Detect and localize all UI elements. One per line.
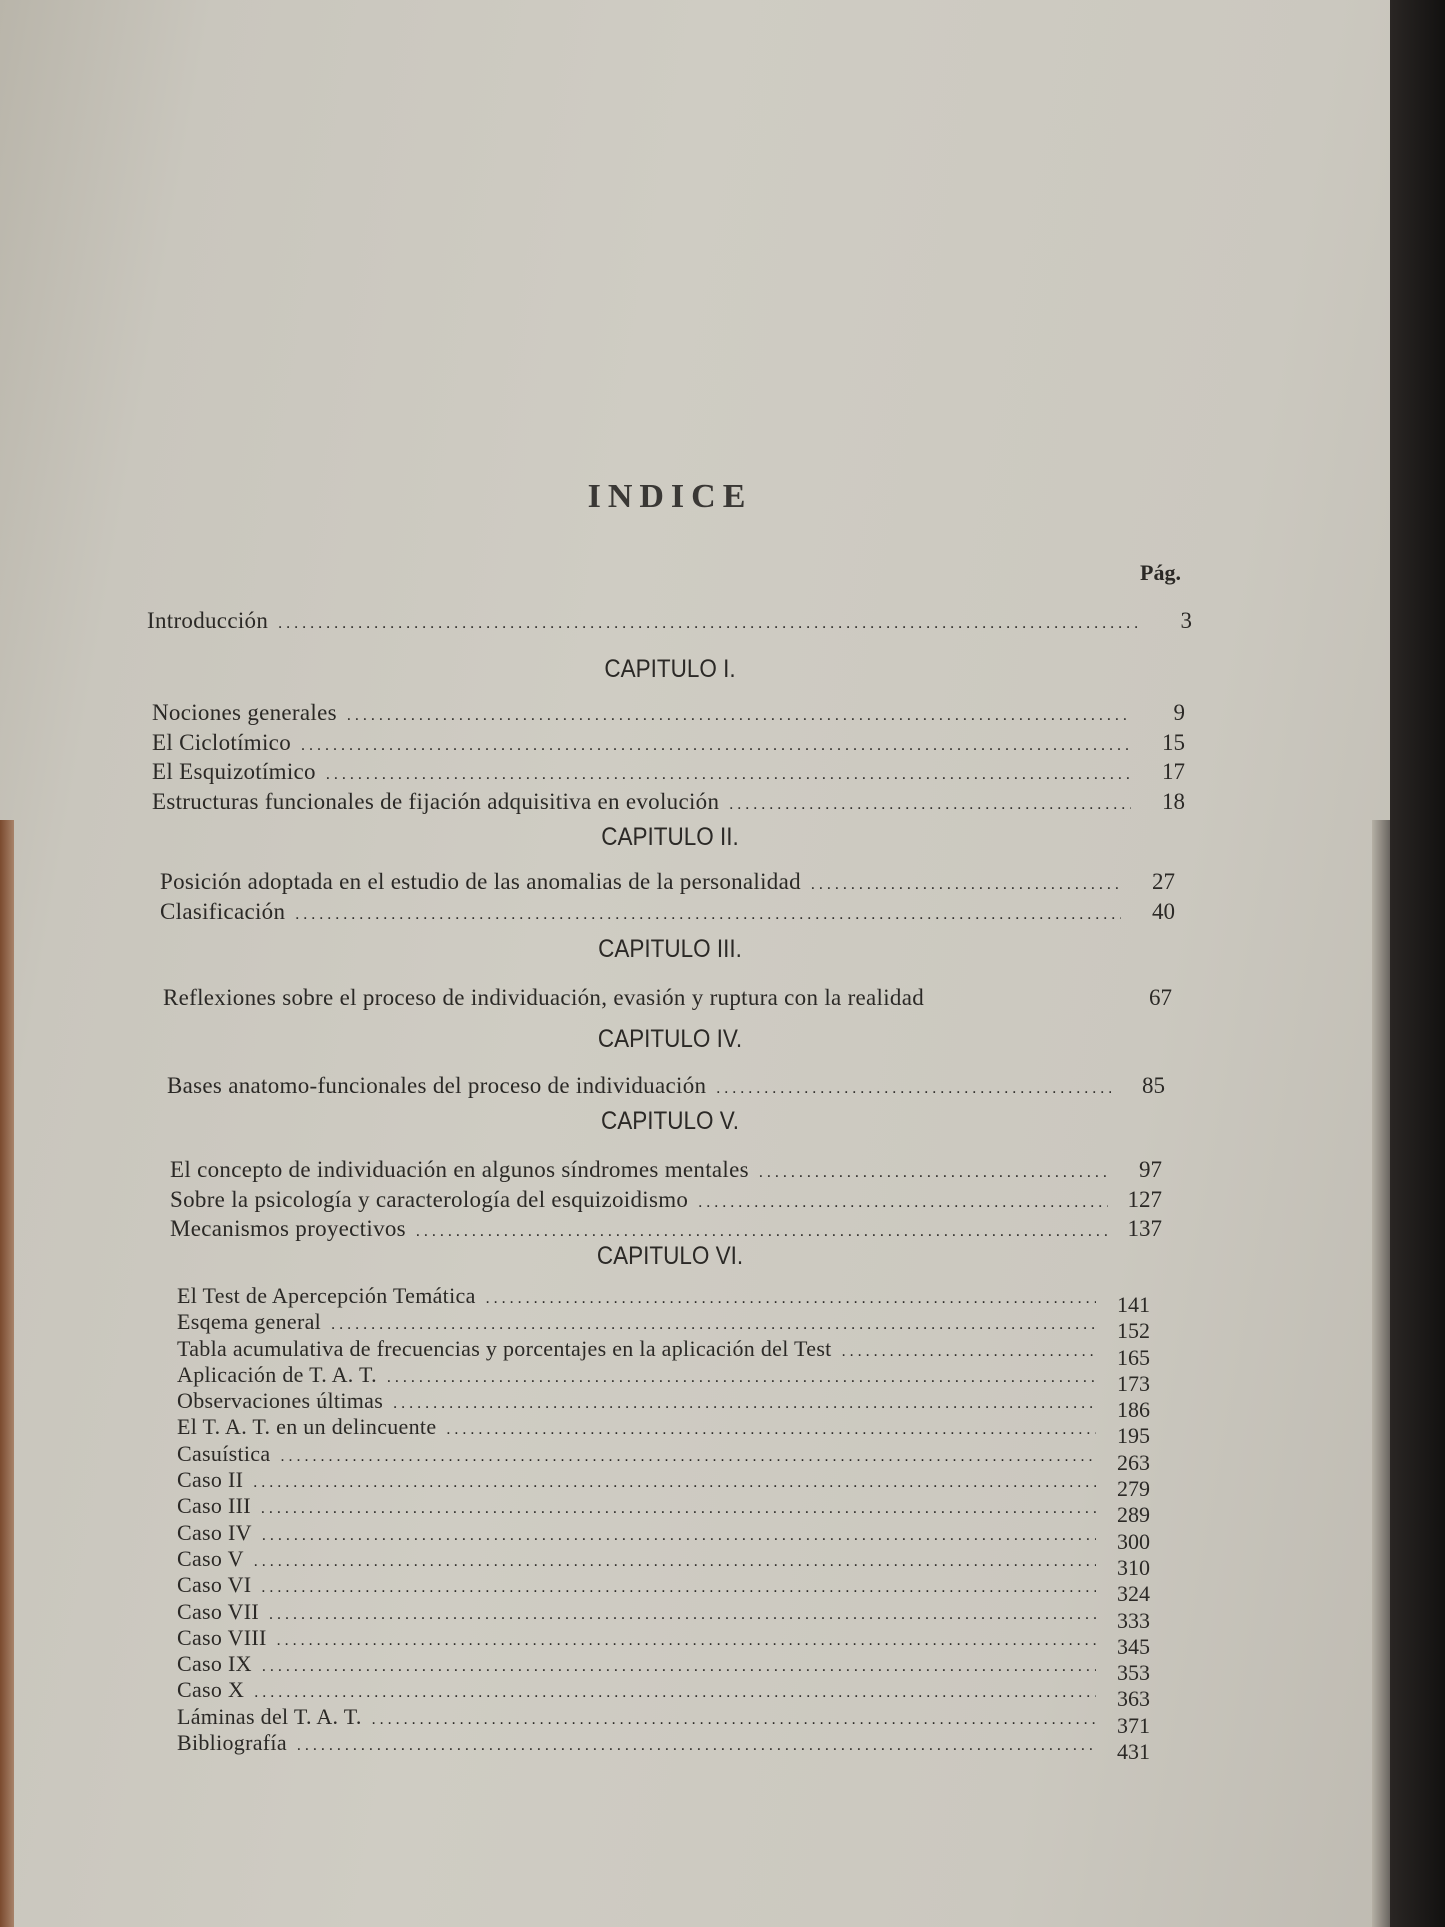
- toc-entry: [177, 1283, 1150, 1317]
- dot-leader: [698, 1190, 1108, 1217]
- entry-title: Caso II: [177, 1467, 244, 1493]
- entry-page-number: 141: [1117, 1292, 1150, 1317]
- entry-title: Bibliografía: [177, 1730, 287, 1756]
- toc-section: [177, 1283, 1150, 1765]
- entry-title: Observaciones últimas: [177, 1388, 384, 1414]
- entry-page-number: 195: [1117, 1423, 1150, 1449]
- entry-page-number: 137: [1127, 1216, 1162, 1241]
- chapter-heading: CAPITULO III.: [598, 935, 742, 963]
- entry-title: Estructuras funcionales de fijación adquisitiva en evolución: [152, 788, 720, 814]
- toc-entry: [177, 1677, 1150, 1712]
- toc-entry: [177, 1519, 1150, 1554]
- page-edge-right: [1372, 820, 1390, 1927]
- entry-title: Esqema general: [177, 1309, 322, 1335]
- page-column-header: Pág.: [1140, 560, 1181, 585]
- entry-title: Caso VIII: [177, 1624, 267, 1650]
- toc-entry: [177, 1572, 1150, 1607]
- dot-leader: [254, 1550, 1096, 1573]
- toc-entry: [177, 1730, 1150, 1765]
- dot-leader: [387, 1366, 1096, 1389]
- entry-page-number: 263: [1117, 1449, 1150, 1475]
- entry-page-number: 173: [1117, 1370, 1150, 1396]
- entry-page-number: 152: [1117, 1318, 1150, 1344]
- entry-page-number: 97: [1139, 1157, 1162, 1182]
- entry-title: Bases anatomo-funcionales del proceso de individuación: [167, 1073, 707, 1098]
- entry-page-number: 15: [1162, 729, 1185, 755]
- dot-leader: [269, 1603, 1096, 1626]
- entry-page-number: 9: [1173, 700, 1185, 725]
- entry-page-number: 67: [1149, 985, 1172, 1010]
- dot-leader: [842, 1340, 1096, 1363]
- entry-page-number: 363: [1117, 1686, 1150, 1712]
- dot-leader: [393, 1392, 1096, 1415]
- toc-section: [152, 700, 1185, 818]
- entry-page-number: 27: [1152, 869, 1175, 894]
- entry-page-number: 165: [1117, 1344, 1150, 1370]
- chapter-heading: CAPITULO V.: [601, 1107, 739, 1135]
- dot-leader: [347, 703, 1131, 730]
- entry-title: Sobre la psicología y caracterología del esquizoidismo: [170, 1186, 689, 1212]
- toc-entry: [147, 608, 1192, 638]
- entry-title: Posición adoptada en el estudio de las anomalias de la personalidad: [160, 869, 801, 894]
- toc-entry: [177, 1545, 1150, 1580]
- toc-entry: [177, 1414, 1150, 1449]
- entry-title: Láminas del T. A. T.: [177, 1703, 362, 1729]
- index-title: INDICE: [587, 478, 753, 515]
- toc-entry: [177, 1388, 1150, 1423]
- toc-entry: [160, 899, 1175, 929]
- dot-leader: [331, 1313, 1096, 1336]
- toc-entry: [152, 759, 1185, 789]
- entry-page-number: 18: [1162, 788, 1185, 814]
- entry-page-number: 17: [1162, 759, 1185, 784]
- dot-leader: [301, 733, 1131, 760]
- entry-title: El Esquizotímico: [152, 759, 316, 784]
- dot-leader: [759, 1160, 1108, 1187]
- dot-leader: [262, 1524, 1096, 1547]
- entry-title: Clasificación: [160, 898, 286, 924]
- dot-leader: [326, 762, 1131, 789]
- toc-entry: [170, 1187, 1162, 1217]
- entry-title: Caso IV: [177, 1519, 252, 1545]
- entry-title: El concepto de individuación en algunos síndromes mentales: [170, 1157, 749, 1182]
- dot-leader: [372, 1708, 1096, 1731]
- dot-leader: [295, 902, 1121, 929]
- entry-page-number: 431: [1117, 1739, 1150, 1765]
- entry-title: Reflexiones sobre el proceso de individuación, evasión y ruptura con la realidad: [163, 985, 925, 1010]
- toc-section: [170, 1157, 1162, 1246]
- entry-page-number: 310: [1117, 1554, 1150, 1580]
- entry-title: Caso V: [177, 1545, 244, 1571]
- dot-leader: [253, 1471, 1096, 1494]
- toc-section: [147, 608, 1192, 638]
- dot-leader: [446, 1418, 1096, 1441]
- toc-entry: [177, 1440, 1150, 1475]
- toc-entry: [177, 1361, 1150, 1396]
- entry-page-number: 324: [1117, 1581, 1150, 1607]
- entry-title: El Ciclotímico: [152, 729, 291, 755]
- toc-entry: [177, 1335, 1150, 1370]
- dot-leader: [729, 792, 1131, 819]
- dot-leader: [278, 611, 1138, 638]
- dot-leader: [261, 1576, 1096, 1599]
- toc-entry: [177, 1703, 1150, 1738]
- toc-entry: [177, 1467, 1150, 1502]
- toc-section: [163, 985, 1172, 1015]
- toc-entry: [167, 1073, 1165, 1103]
- dot-leader: [486, 1287, 1096, 1310]
- toc-entry: [152, 700, 1185, 730]
- entry-page-number: 289: [1117, 1502, 1150, 1528]
- toc-section: [167, 1073, 1165, 1103]
- entry-title: Introducción: [147, 608, 269, 633]
- entry-page-number: 300: [1117, 1528, 1150, 1554]
- entry-title: Caso III: [177, 1493, 251, 1519]
- dot-leader: [811, 872, 1121, 899]
- entry-title: El Test de Apercepción Temática: [177, 1283, 476, 1308]
- entry-page-number: 371: [1117, 1712, 1150, 1738]
- entry-page-number: 333: [1117, 1607, 1150, 1633]
- entry-title: El T. A. T. en un delincuente: [177, 1414, 437, 1440]
- toc-entry: [177, 1624, 1150, 1659]
- toc-section: [160, 869, 1175, 928]
- toc-entry: [177, 1493, 1150, 1528]
- entry-title: Tabla acumulativa de frecuencias y porcentajes en la aplicación del Test: [177, 1335, 832, 1361]
- entry-page-number: 85: [1142, 1073, 1165, 1098]
- entry-title: Caso VI: [177, 1572, 252, 1598]
- entry-page-number: 345: [1117, 1633, 1150, 1659]
- dot-leader: [277, 1629, 1096, 1652]
- toc-entry: [177, 1309, 1150, 1344]
- toc-entry: [170, 1157, 1162, 1187]
- toc-entry: [160, 869, 1175, 899]
- toc-entry: [177, 1651, 1150, 1686]
- chapter-heading: CAPITULO II.: [601, 823, 739, 851]
- dot-leader: [261, 1497, 1096, 1520]
- entry-title: Aplicación de T. A. T.: [177, 1361, 377, 1387]
- entry-title: Caso IX: [177, 1651, 252, 1677]
- entry-title: Caso X: [177, 1677, 245, 1703]
- dot-leader: [297, 1734, 1096, 1757]
- chapter-heading: CAPITULO IV.: [597, 1025, 743, 1053]
- entry-page-number: 3: [1180, 608, 1192, 633]
- entry-page-number: 186: [1117, 1397, 1150, 1423]
- entry-page-number: 279: [1117, 1476, 1150, 1502]
- chapter-heading: CAPITULO I.: [604, 655, 736, 683]
- entry-title: Casuística: [177, 1440, 271, 1466]
- entry-page-number: 127: [1127, 1186, 1162, 1212]
- entry-page-number: 353: [1117, 1660, 1150, 1686]
- book-edge-left: [0, 820, 14, 1927]
- toc-entry: [163, 985, 1172, 1015]
- dot-leader: [716, 1076, 1111, 1103]
- dot-leader: [254, 1681, 1096, 1704]
- entry-title: Mecanismos proyectivos: [170, 1216, 406, 1241]
- toc-entry: [152, 789, 1185, 819]
- entry-title: Nociones generales: [152, 700, 337, 725]
- toc-entry: [152, 730, 1185, 760]
- toc-entry: [177, 1598, 1150, 1633]
- chapter-heading: CAPITULO VI.: [596, 1242, 744, 1270]
- dot-leader: [262, 1655, 1096, 1678]
- entry-title: Caso VII: [177, 1598, 260, 1624]
- entry-page-number: 40: [1152, 898, 1175, 924]
- background-dark-right: [1390, 0, 1445, 1927]
- dot-leader: [280, 1445, 1096, 1468]
